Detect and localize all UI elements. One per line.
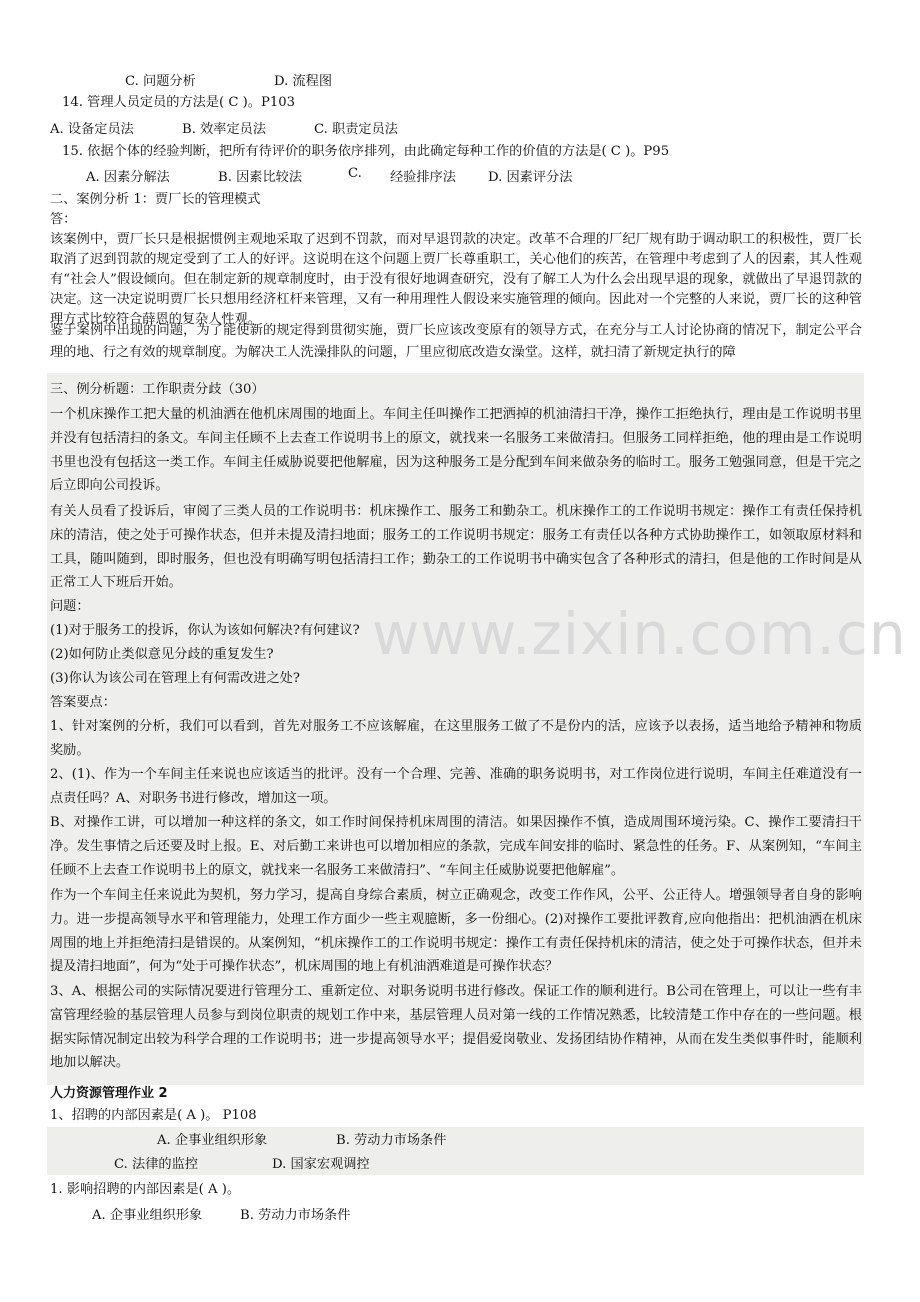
homework2-q1-option-b: B. 劳动力市场条件 — [336, 1133, 447, 1148]
case1-title: 二、案例分析 1：贾厂长的管理模式 — [50, 192, 261, 207]
case2-title: 三、例分析题：工作职责分歧（30） — [50, 382, 265, 397]
case1-answer-label: 答： — [50, 212, 77, 227]
case2-answer-3: B、对操作工讲，可以增加一种这样的条文，如工作时间保持机床周围的清洁。如果因操作不慎，造成周围环境污染。C、操作工要清扫干净。发生事情之后还要及时上报。E、对后勤工来讲也可以增加相应的条款，完成车间安排的临时、紧急性的任务。F、从案例知，“车间主任顾不上去查工作说明书上的原文，就找来一名服务工来做清扫”、“车间主任威胁说要把他解雇”。 — [50, 815, 862, 878]
case2-answer-4: 作为一个车间主任来说此为契机，努力学习，提高自身综合素质，树立正确观念，改变工作作风，公平、公正待人。增强领导者自身的影响力。进一步提高领导水平和管理能力，处理工作方面少一些主观臆断，多一份细心。(2)对操作工要批评教育,应向他指出：把机油洒在机床周围的地上并拒绝清扫是错误的。从案例知，“机床操作工的工作说明书规定：操作工有责任保持机床的清洁，使之处于可操作状态，但并未提及清扫地面”，何为“处于可操作状态”，机床周围的地上有机油洒难道是可操作状态？ — [50, 888, 862, 975]
q14-stem: 14. 管理人员定员的方法是( C )。P103 — [62, 95, 296, 110]
watermark: www.zixin.com.cn — [372, 600, 907, 668]
q15-option-c-text: 经验排序法 — [390, 170, 456, 185]
homework2-q1-option-c: C. 法律的监控 — [114, 1157, 198, 1172]
homework2-q1-option-a: A. 企事业组织形象 — [157, 1133, 268, 1148]
case2-answer-1: 1、针对案例的分析，我们可以看到，首先对服务工不应该解雇，在这里服务工做了不是份内的活，应该予以表扬，适当地给予精神和物质奖励。 — [50, 719, 862, 758]
case2-question-3: (3)你认为该公司在管理上有何需改进之处? — [50, 671, 300, 686]
homework2-q2-stem: 1. 影响招聘的内部因素是( A )。 — [50, 1182, 241, 1197]
case2-paragraph-1: 一个机床操作工把大量的机油洒在他机床周围的地面上。车间主任叫操作工把洒掉的机油清扫干净，操作工拒绝执行，理由是工作说明书里并没有包括清扫的条文。车间主任顾不上去查工作说明书上的原文，就找来一名服务工来做清扫。但服务工同样拒绝，他的理由是工作说明书里也没有包括这一类工作。车间主任威胁说要把他解雇，因为这种服务工是分配到车间来做杂务的临时工。服务工勉强同意，但是干完之后立即向公司投诉。 — [50, 407, 862, 494]
homework2-q2-option-a: A. 企事业组织形象 — [92, 1208, 203, 1223]
case2-question-label: 问题： — [50, 599, 90, 614]
case1-paragraph-2: 鉴于案例中出现的问题，为了能使新的规定得到贯彻实施，贾厂长应该改变原有的领导方式，在充分与工人讨论协商的情况下，制定公平合理的地、行之有效的规章制度。为解决工人洗澡排队的问题，厂里应彻底改造女澡堂。这样，就扫清了新规定执行的障 — [50, 323, 862, 360]
homework2-q2-option-b: B. 劳动力市场条件 — [240, 1208, 351, 1223]
q15-option-a: A. 因素分解法 — [86, 170, 170, 185]
case2-answer-5: 3、A、根据公司的实际情况要进行管理分工、重新定位、对职务说明书进行修改。保证工作的顺利进行。B公司在管理上，可以让一些有丰富管理经验的基层管理人员参与到岗位职责的规划工作中来，基层管理人员对第一线的工作情况熟悉，比较清楚工作中存在的一些问题。根据实际情况制定出较为科学合理的工作说明书；进一步提高领导水平；提倡爱岗敬业、发扬团结协作精神，从而在发生类似事件时，能顺利地加以解决。 — [50, 984, 862, 1071]
q15-stem: 15. 依据个体的经验判断，把所有待评价的职务依序排列，由此确定每种工作的价值的方法是( C )。P95 — [62, 144, 670, 159]
q14-option-b: B. 效率定员法 — [182, 122, 267, 137]
homework2-title: 人力资源管理作业 2 — [50, 1086, 168, 1101]
q15-option-d: D. 因素评分法 — [488, 170, 573, 185]
q15-option-c-letter: C. — [348, 166, 362, 181]
homework2-q1-stem: 1、招聘的内部因素是( A )。 P108 — [50, 1108, 257, 1123]
q13-option-c: C. 问题分析 — [125, 74, 196, 89]
case2-paragraph-2: 有关人员看了投诉后，审阅了三类人员的工作说明书：机床操作工、服务工和勤杂工。机床操作工的工作说明书规定：操作工有责任保持机床的清洁，使之处于可操作状态，但并未提及清扫地面；服务工的工作说明书规定：服务工有责任以各种方式协助操作工，如领取原材料和工具，随叫随到，即时服务，但也没有明确写明包括清扫工作；勤杂工的工作说明书中确实包含了各种形式的清扫，但是他的工作时间是从正常工人下班后开始。 — [50, 504, 862, 591]
q13-option-d: D. 流程图 — [274, 74, 333, 89]
case2-question-2: (2)如何防止类似意见分歧的重复发生? — [50, 647, 274, 662]
q15-option-b: B. 因素比较法 — [218, 170, 303, 185]
case2-answer-2: 2、(1)、作为一个车间主任来说也应该适当的批评。没有一个合理、完善、准确的职务说明书，对工作岗位进行说明，车间主任难道没有一点责任吗？A、对职务书进行修改，增加这一项。 — [50, 767, 862, 806]
q14-option-a: A. 设备定员法 — [50, 122, 134, 137]
q14-option-c: C. 职责定员法 — [314, 122, 398, 137]
case1-paragraph-1: 该案例中，贾厂长只是根据惯例主观地采取了迟到不罚款，而对早退罚款的决定。改革不合理的厂纪厂规有助于调动职工的积极性，贾厂长取消了迟到罚款的规定受到了工人的好评。这说明在这个问题上贾厂长尊重职工，关心他们的疾苦，在管理中考虑到了人的因素，其人性观有“社会人”假设倾向。但在制定新的规章制度时，由于没有很好地调查研究，没有了解工人为什么会出现早退的现象，就做出了早退罚款的决定。这一决定说明贾厂长只想用经济杠杆来管理，又有一种用理性人假设来实施管理的倾向。因此对一个完整的人来说，贾厂长的这种管理方式比较符合薛恩的复杂人性观。 — [50, 232, 862, 327]
homework2-q1-option-d: D. 国家宏观调控 — [272, 1157, 370, 1172]
case2-answer-label: 答案要点： — [50, 695, 116, 710]
case2-question-1: (1)对于服务工的投诉，你认为该如何解决?有何建议? — [50, 623, 360, 638]
